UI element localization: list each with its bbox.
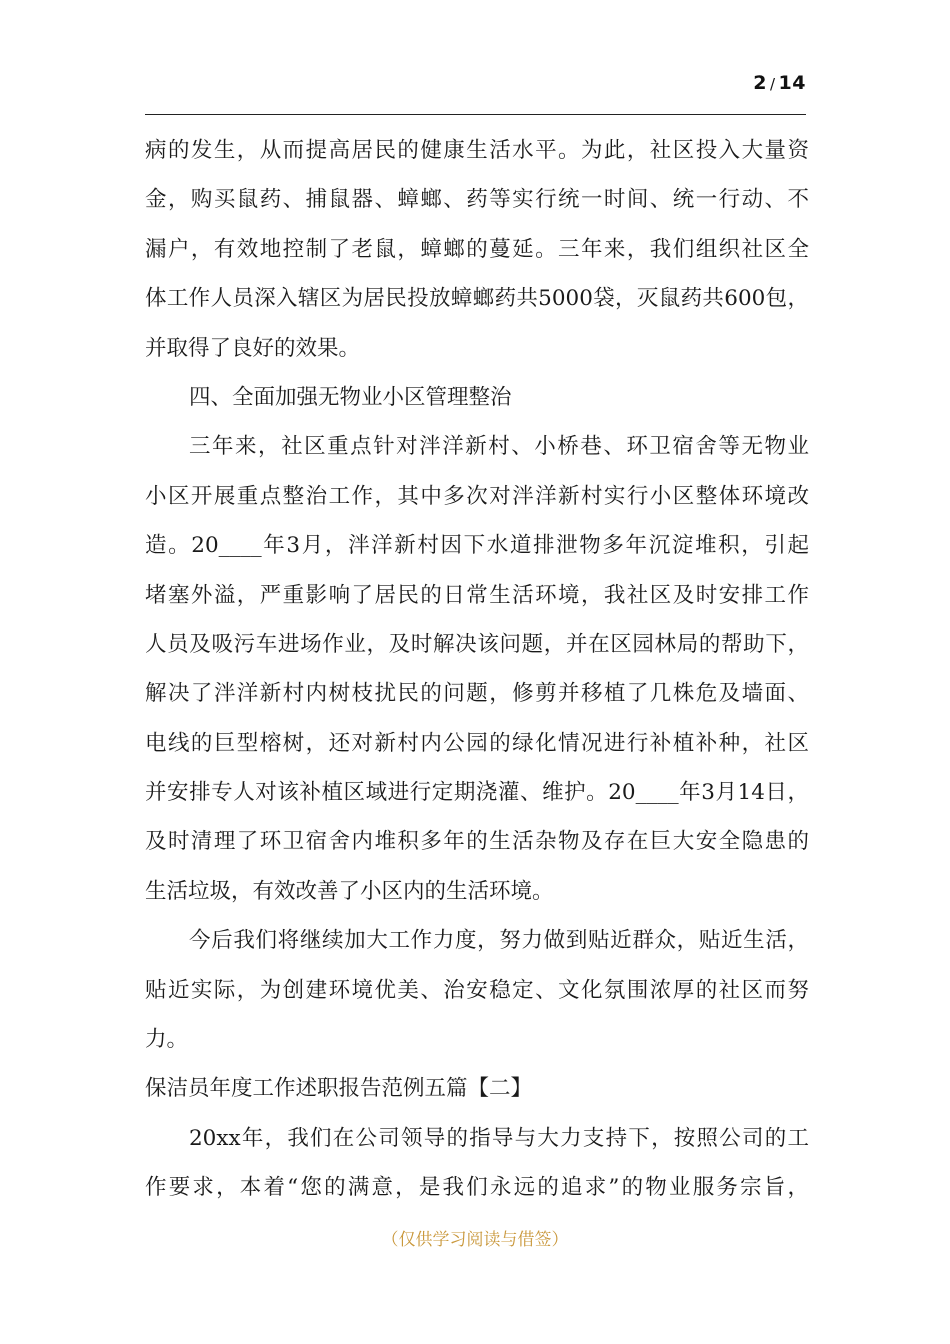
text-line: 三年来，社区重点针对泮洋新村、小桥巷、环卫宿舍等无物业 <box>189 434 809 460</box>
text-line: 解决了泮洋新村内树枝扰民的问题，修剪并移植了几株危及墙面、 <box>145 681 809 707</box>
text-line: 电线的巨型榕树，还对新村内公园的绿化情况进行补植补种，社区 <box>145 730 809 756</box>
document-body <box>145 126 809 1213</box>
text-line: 体工作人员深入辖区为居民投放蟑螂药共5000袋，灭鼠药共600包， <box>145 286 809 312</box>
text-line: 人员及吸污车进场作业，及时解决该问题，并在区园林局的帮助下， <box>145 631 809 657</box>
text-line: 造。20____年3月，泮洋新村因下水道排泄物多年沉淀堆积，引起 <box>145 533 809 559</box>
page-number <box>753 72 806 94</box>
text-line: 力。 <box>145 1027 189 1053</box>
text-line: 贴近实际，为创建环境优美、治安稳定、文化氛围浓厚的社区而努 <box>145 977 809 1003</box>
text-line: 及时清理了环卫宿舍内堆积多年的生活杂物及存在巨大安全隐患的 <box>145 829 809 855</box>
text-line: 作要求，本着“您的满意，是我们永远的追求”的物业服务宗旨， <box>145 1175 809 1201</box>
text-line: 20xx年，我们在公司领导的指导与大力支持下，按照公司的工 <box>189 1125 809 1151</box>
text-line: 金，购买鼠药、捕鼠器、蟑螂、药等实行统一时间、统一行动、不 <box>145 187 809 213</box>
text-line: 今后我们将继续加大工作力度，努力做到贴近群众，贴近生活， <box>189 928 809 954</box>
footer-note: （仅供学习阅读与借签） <box>381 1230 569 1250</box>
article-title: 保洁员年度工作述职报告范例五篇【二】 <box>145 1076 533 1102</box>
page-current: 2 <box>753 72 767 94</box>
header-rule <box>145 114 806 115</box>
text-line: 并安排专人对该补植区域进行定期浇灌、维护。20____年3月14日， <box>145 780 809 806</box>
text-line: 堵塞外溢，严重影响了居民的日常生活环境，我社区及时安排工作 <box>145 582 809 608</box>
page-separator: / <box>769 75 776 93</box>
text-line: 病的发生，从而提高居民的健康生活水平。为此，社区投入大量资 <box>145 138 809 163</box>
text-line: 并取得了良好的效果。 <box>145 335 361 361</box>
text-line: 生活垃圾，有效改善了小区内的生活环境。 <box>145 878 554 904</box>
text-line: 小区开展重点整治工作，其中多次对泮洋新村实行小区整体环境改 <box>145 483 809 509</box>
section-heading: 四、全面加强无物业小区管理整治 <box>189 384 512 410</box>
text-line: 漏户，有效地控制了老鼠，蟑螂的蔓延。三年来，我们组织社区全 <box>145 236 809 262</box>
page-total: 14 <box>778 72 806 94</box>
